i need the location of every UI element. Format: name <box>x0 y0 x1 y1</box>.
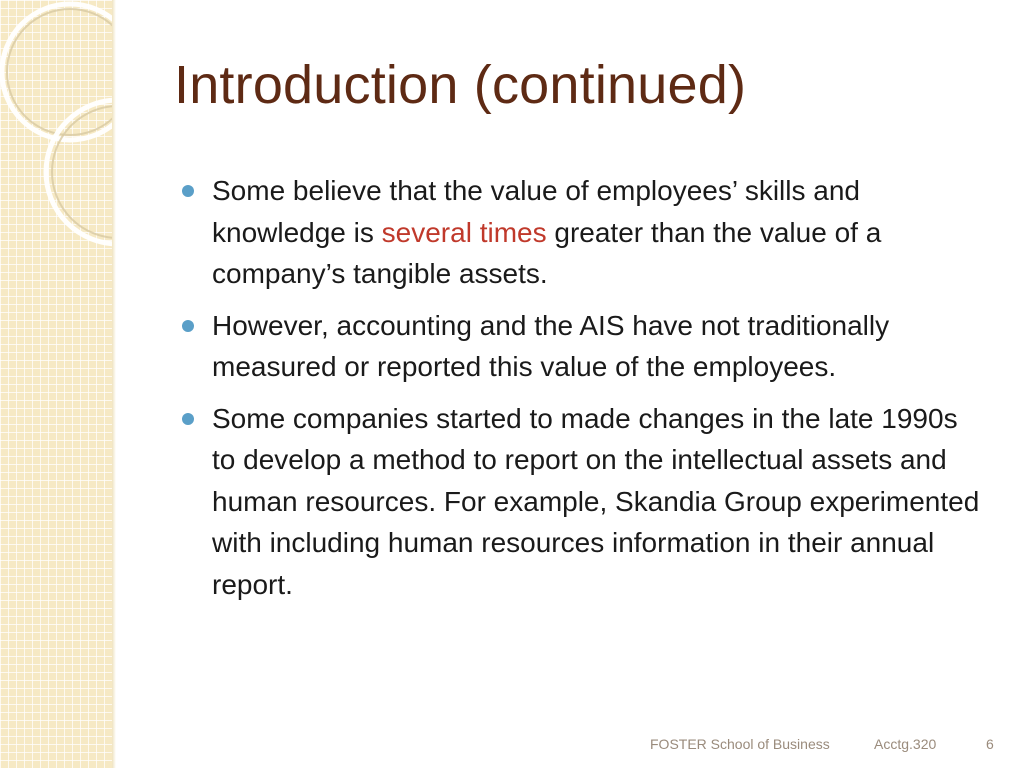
bullet-list <box>180 170 980 615</box>
footer-course: Acctg.320 <box>874 736 937 752</box>
bullet-1-text-before: Some believe that the value of employees’ skills and knowledge is <box>212 175 860 248</box>
side-strip-edge <box>112 0 116 768</box>
bullet-dot-icon <box>182 185 194 197</box>
bullet-item-1 <box>180 170 980 295</box>
bullet-1-highlight: several times <box>381 216 547 248</box>
bullet-item-2 <box>180 305 980 388</box>
bullet-dot-icon <box>182 320 194 332</box>
footer-school: FOSTER School of Business <box>650 736 830 752</box>
bullet-1-text-after: greater than the value of a company’s tangible assets. <box>212 216 882 289</box>
decorative-side-strip <box>0 0 112 768</box>
bullet-3-text: Some companies started to made changes in the late 1990s to develop a method to report on the intellectual assets and human resources. For example, Skandia Group experimented with including human resources information in their annual report. <box>212 402 980 600</box>
decorative-rings <box>0 0 112 768</box>
footer-page-number: 6 <box>986 736 994 752</box>
bullet-2-text: However, accounting and the AIS have not traditionally measured or reported this value of the employees. <box>212 309 890 382</box>
bullet-item-3 <box>180 398 980 606</box>
slide-title: Introduction (continued) <box>174 55 747 115</box>
bullet-dot-icon <box>182 413 194 425</box>
